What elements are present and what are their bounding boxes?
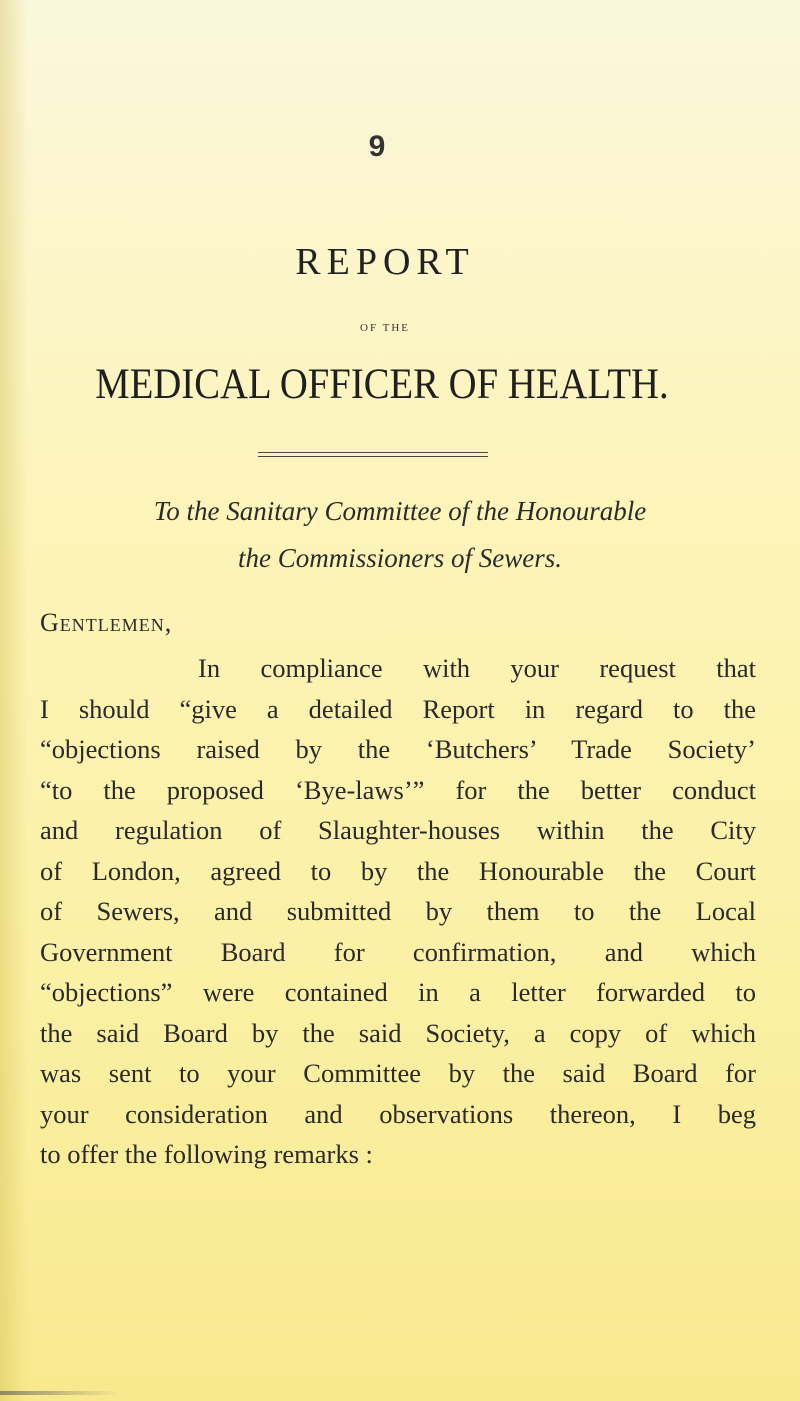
address-line-1: To the Sanitary Committee of the Honourable [153,496,647,526]
body-line: “objections raised by the ‘Butchers’ Trade Society’ [40,734,756,764]
headline: MEDICAL OFFICER OF HEALTH. [95,361,669,408]
body-line: “to the proposed ‘Bye-laws’” for the better conduct [40,774,756,805]
double-rule-bottom [258,456,488,457]
body-line: your consideration and observations thereon, I beg [40,1098,756,1129]
body-line: the said Board by the said Society, a copy of which [40,1017,756,1048]
address-block [0,488,800,582]
page-number: 9 [368,130,386,163]
body-line: and regulation of Slaughter-houses within the City [40,815,756,845]
body-line: of Sewers, and submitted by them to the Local [40,896,756,926]
address-line-2: the Commissioners of Sewers. [238,543,562,573]
body-line: of London, agreed to by the Honourable the Court [40,855,756,886]
subtitle-of-the: OF THE [360,322,410,334]
double-rule-top [258,452,488,453]
body-line: was sent to your Committee by the said Board for [40,1058,756,1088]
body-line: I should “give a detailed Report in regard to the [40,693,756,724]
page-edge-shadow [0,0,28,1401]
body-line: In compliance with your request that [198,653,756,683]
report-title: REPORT [295,241,475,283]
salutation: Gentlemen, [40,608,173,637]
body-line: Government Board for confirmation, and which [40,936,756,967]
body-paragraph [40,648,756,1175]
body-line: to offer the following remarks : [40,1139,373,1169]
body-line: “objections” were contained in a letter forwarded to [40,977,756,1007]
page-bottom-smudge [0,1391,120,1395]
